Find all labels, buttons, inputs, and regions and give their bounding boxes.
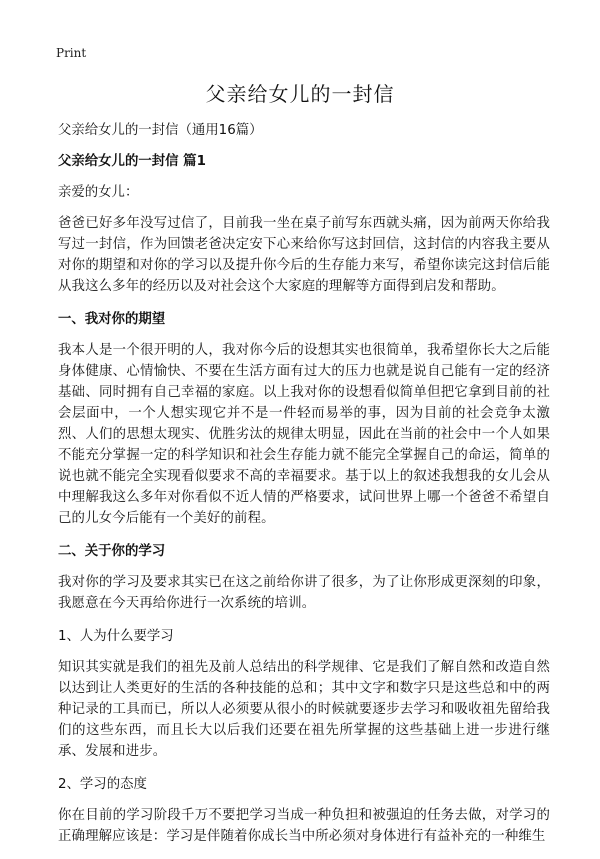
paragraph-1: 爸爸已好多年没写过信了，目前我一坐在桌子前写东西就头痛，因为前两天你给我写过一封信，作为回馈老爸决定安下心来给你写这封回信，这封信的内容我主要从对你的期望和对你的学习以及提升你今后的生存能力来写，希望你读完这封信后能从我这么多年的经历以及对社会这个大家庭的理解等方面得到启发和帮助。 [58,216,550,294]
paragraph-5: 你在目前的学习阶段千万不要把学习当成一种负担和被强迫的任务去做，对学习的正确理解应该是：学习是伴随着你成长当中所必须对身体进行有益补充的一种维生 [58,808,550,844]
subheading-why-learn: 1、人为什么要学习 [58,629,174,644]
document-body [58,120,550,859]
paragraph-3: 我对你的学习及要求其实已在这之前给你讲了很多，为了让你形成更深刻的印象，我愿意在今天再给你进行一次系统的培训。 [58,575,550,611]
heading-expectations: 一、我对你的期望 [58,312,166,327]
page-title: 父亲给女儿的一封信 [205,82,395,106]
salutation: 亲爱的女儿： [58,185,139,200]
heading-study: 二、关于你的学习 [58,544,166,559]
section-title: 父亲给女儿的一封信 篇1 [58,154,206,169]
subheading-attitude: 2、学习的态度 [58,777,147,792]
document-subtitle: 父亲给女儿的一封信（通用16篇） [58,123,263,138]
paragraph-4: 知识其实就是我们的祖先及前人总结出的科学规律、它是我们了解自然和改造自然以达到让人类更好的生活的各种技能的总和；其中文字和数字只是这些总和中的两种记录的工具而已，所以人必须要从很小的时候就要逐步去学习和吸收祖先留给我们的这些东西，而且长大以后我们还要在祖先所掌握的这些基础上进一步进行继承、发展和进步。 [58,660,550,759]
print-link[interactable]: Print [56,46,87,60]
paragraph-2: 我本人是一个很开明的人，我对你今后的设想其实也很简单，我希望你长大之后能身体健康、心情愉快、不要在生活方面有过大的压力也就是说自己能有一定的经济基础、同时拥有自己幸福的家庭。以上我对你的设想看似简单但把它拿到目前的社会层面中，一个人想实现它并不是一件轻而易举的事，因为目前的社会竞争太激烈、人们的思想太现实、优胜劣汰的规律太明显，因此在当前的社会中一个人如果不能充分掌握一定的科学知识和社会生存能力就不能完全掌握自己的命运，简单的说也就不能完全实现看似要求不高的幸福要求。基于以上的叙述我想我的女儿会从中理解我这么多年对你看似不近人情的严格要求，试问世界上哪一个爸爸不希望自己的儿女今后能有一个美好的前程。 [58,343,550,526]
